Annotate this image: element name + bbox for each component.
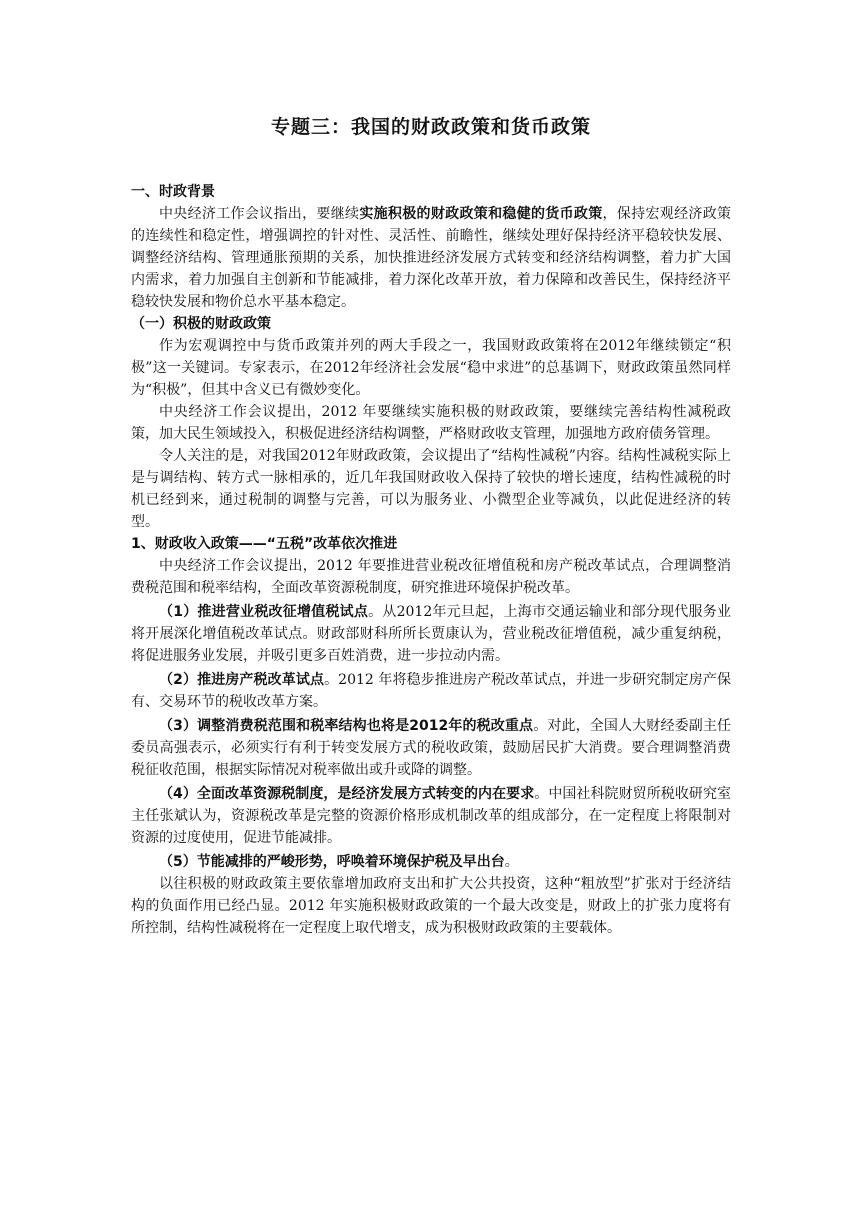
list-item-property-tax <box>131 669 731 713</box>
paragraph-revenue-intro: 中央经济工作会议提出，2012 年要推进营业税改征增值税和房产税改革试点，合理调整消费税范围和税率结构，全面改革资源税制度，研究推进环境保护税改革。 <box>131 558 731 596</box>
subsection-heading-fiscal: （一）积极的财政政策 <box>131 316 271 332</box>
bold-run: （5）节能减排的严峻形势，呼唤着环境保护税及早出台 <box>159 854 505 870</box>
list-item-resource-tax <box>131 783 731 849</box>
text-run: 。2012 年将稳步推进房产税改革试点，并进一步研究制定房产保有、交易环节的税收改革方案。 <box>131 672 731 710</box>
bold-run: 实施积极的财政政策和稳健的货币政策 <box>359 206 603 222</box>
paragraph-fiscal-1: 作为宏观调控中与货币政策并列的两大手段之一，我国财政政策将在2012年继续锁定“积极”这一关键词。专家表示，在2012年经济社会发展“稳中求进”的总基调下，财政政策虽然同样为“积极”，但其中含义已有微妙变化。 <box>131 338 731 398</box>
section-heading-background: 一、时政背景 <box>131 184 215 200</box>
bold-run: （4）全面改革资源税制度，是经济发展方式转变的内在要求 <box>159 786 535 802</box>
paragraph-revenue-conclusion: 以往积极的财政政策主要依靠增加政府支出和扩大公共投资，这种“粗放型”扩张对于经济结构的负面作用已经凸显。2012 年实施积极财政政策的一个最大改变是，财政上的扩张力度将有所控制，结构性减税将在一定程度上取代增支，成为积极财政政策的主要载体。 <box>131 876 731 936</box>
text-run: 中央经济工作会议指出，要继续 <box>159 206 360 222</box>
paragraph-fiscal-3: 令人关注的是，对我国2012年财政政策，会议提出了“结构性减税”内容。结构性减税实际上是与调结构、转方式一脉相承的，近几年我国财政收入保持了较快的增长速度，结构性减税的时机已经到来，通过税制的调整与完善，可以为服务业、小微型企业等减负，以此促进经济的转型。 <box>131 448 731 530</box>
text-run: 。从2012年元旦起，上海市交通运输业和部分现代服务业将开展深化增值税改革试点。财政部财科所所长贾康认为，营业税改征增值税，减少重复纳税，将促进服务业发展，并吸引更多百姓消费，进一步拉动内需。 <box>131 604 731 664</box>
list-item-consumption-tax <box>131 715 731 781</box>
bold-run: （2）推进房产税改革试点 <box>159 672 325 688</box>
list-item-environment-tax <box>131 851 731 873</box>
paragraph-fiscal-2: 中央经济工作会议提出，2012 年要继续实施积极的财政政策，要继续完善结构性减税政策，加大民生领域投入，积极促进经济结构调整，严格财政收支管理，加强地方政府债务管理。 <box>131 404 731 442</box>
list-item-vat <box>131 601 731 667</box>
subsection-heading-revenue: 1、财政收入政策——“五税”改革依次推进 <box>131 536 398 552</box>
document-body <box>131 112 731 939</box>
text-run: 。中国社科院财贸所税收研究室主任张斌认为，资源税改革是完整的资源价格形成机制改革的组成部分，在一定程度上将限制对资源的过度使用，促进节能减排。 <box>131 786 731 846</box>
bold-run: （3）调整消费税范围和税率结构也将是2012年的税改重点 <box>159 718 534 734</box>
page-title: 专题三：我国的财政政策和货币政策 <box>270 116 591 138</box>
text-run: 。 <box>504 854 519 870</box>
bold-run: （1）推进营业税改征增值税试点 <box>159 604 369 620</box>
text-run: ，保持宏观经济政策的连续性和稳定性，增强调控的针对性、灵活性、前瞻性，继续处理好保持经济平稳较快发展、调整经济结构、管理通胀预期的关系，加快推进经济发展方式转变和经济结构调整，着力扩大国内需求，着力加强自主创新和节能减排，着力深化改革开放，着力保障和改善民生，保持经济平稳较快发展和物价总水平基本稳定。 <box>131 206 732 310</box>
text-run: 。对此，全国人大财经委副主任委员高强表示，必须实行有利于转变发展方式的税收政策，鼓励居民扩大消费。要合理调整消费税征收范围，根据实际情况对税率做出或升或降的调整。 <box>131 718 731 778</box>
paragraph-background <box>131 203 731 313</box>
